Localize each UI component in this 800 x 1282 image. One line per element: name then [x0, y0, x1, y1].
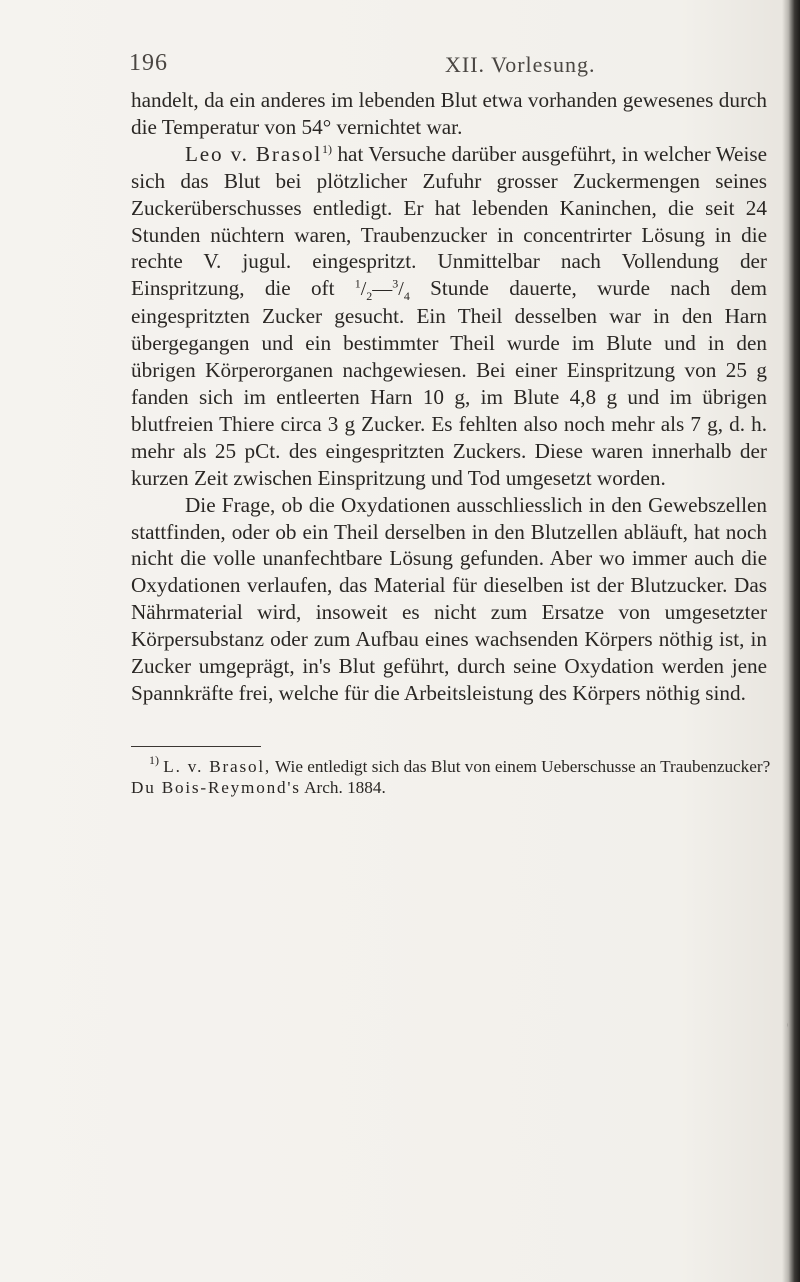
- footnote-author: L. v. Brasol,: [163, 757, 272, 776]
- footnote: [131, 753, 771, 798]
- fraction-range: $^1/_2—^3/_4$: [354, 276, 410, 304]
- author-name: Leo v. Brasol: [185, 141, 323, 166]
- page-edge-shadow: [782, 0, 800, 1282]
- fraction-numerator: 1: [354, 276, 361, 291]
- footnote-reference: 1): [322, 141, 333, 156]
- page-number: 196: [129, 50, 168, 76]
- paragraph-oxydation: Die Frage, ob die Oxydationen ausschliesslich in den Gewebszellen stattfinden, oder ob ein Theil derselben in den Blutzellen abläuft, hat noch nicht die volle unanfechtbare Lösung gefunden. Aber wo immer auch die Oxydationen verlaufen, das Material für dieselben ist der Blutzucker. Das Nährmaterial wird, insoweit es nicht zum Ersatze von umgesetzter Körpersubstanz oder zum Aufbau eines wachsenden Körpers nöthig ist, in Zucker umgeprägt, in's Blut geführt, durch seine Oxydation werden jene Spannkräfte frei, welche für die Arbeitsleistung des Körpers nöthig sind.: [131, 492, 767, 705]
- fraction-numerator: 3: [392, 276, 399, 291]
- chapter-title: XII. Vorlesung.: [445, 52, 596, 77]
- paragraph-continued: handelt, da ein anderes im lebenden Blut etwa vorhanden gewesenes durch die Temperatur von 54° vernichtet war.: [131, 88, 767, 139]
- paragraph-text: Stunde dauerte, wurde nach dem eingespritzten Zucker gesucht. Ein Theil desselben war in den Harn übergegangen und ein bestimmter Theil wurde im Blute und in den übrigen Körperorganen nachgewiesen. Bei einer Einspritzung von 25 g fanden sich im entleerten Harn 10 g, im Blute 4,8 g und im übrigen blutfreien Thiere circa 3 g Zucker. Es fehlten also noch mehr als 7 g, d. h. mehr als 25 pCt. des eingespritzten Zuckers. Diese waren innerhalb der kurzen Zeit zwischen Einspritzung und Tod umgesetzt worden.: [131, 276, 767, 490]
- footnote-text: Arch. 1884.: [300, 778, 386, 797]
- fraction-separator: —: [372, 278, 393, 301]
- paragraph-brasol: [131, 141, 767, 492]
- paragraph-text: hat Versuche darüber ausgeführt, in welcher Weise sich das Blut bei plötzlicher Zufuhr grosser Zuckermengen seines Zuckerüberschusses entledigt. Er hat lebenden Kaninchen, die seit 24 Stunden nüchtern waren, Traubenzucker in concentrirter Lösung in die rechte V. jugul. eingespritzt. Unmittelbar nach Vollendung der Einspritzung, die oft: [131, 141, 767, 301]
- footnote-marker: 1): [149, 753, 159, 767]
- footnote-rule: [131, 746, 261, 747]
- footnote-text: Wie entledigt sich das Blut von einem Ueberschusse an Traubenzucker?: [271, 757, 771, 776]
- fraction-denominator: 4: [403, 289, 410, 304]
- body-text: [131, 87, 767, 707]
- running-head: [0, 50, 800, 90]
- footnote-journal-author: Du Bois-Reymond's: [131, 778, 301, 797]
- fraction-denominator: 2: [366, 289, 373, 304]
